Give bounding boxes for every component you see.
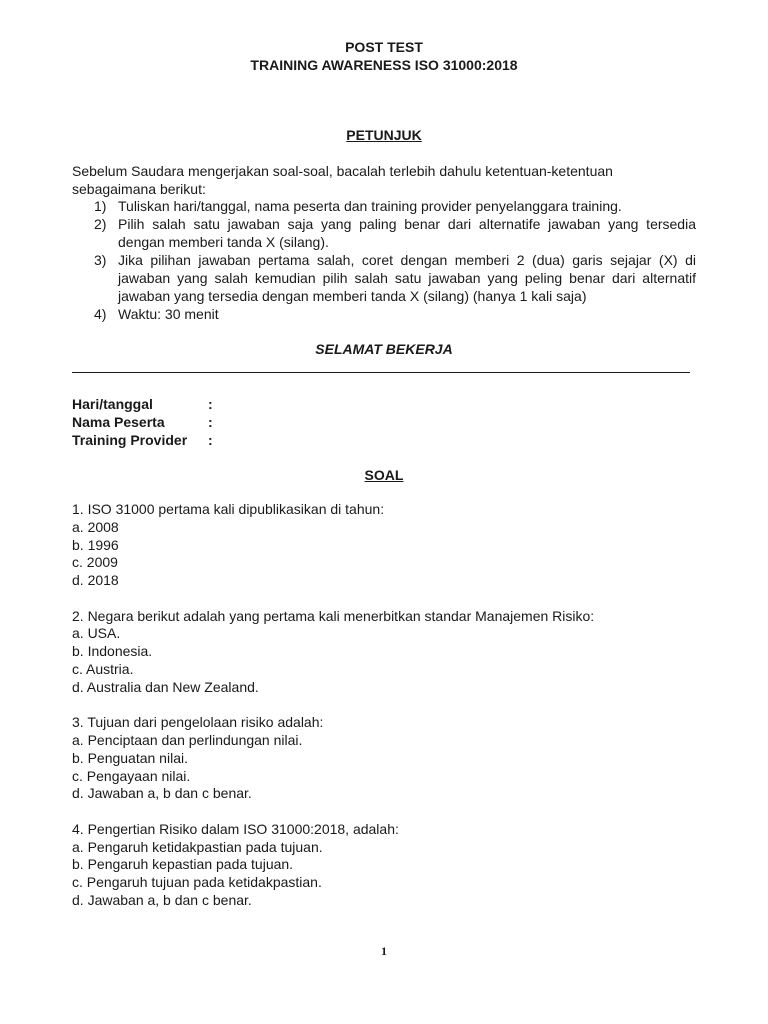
answer-option-c[interactable]: c. 2009 (72, 554, 118, 571)
field-label: Training Provider (72, 432, 188, 448)
question-text: 2. Negara berikut adalah yang pertama kali menerbitkan standar Manajemen Risiko: (72, 607, 595, 624)
instruction-number: 2) (94, 216, 107, 232)
question-1 (72, 501, 696, 590)
question-list (72, 501, 696, 927)
field-training-provider[interactable] (72, 431, 213, 449)
instruction-number: 1) (94, 198, 107, 214)
title-line-1: POST TEST (345, 39, 423, 55)
soal-heading: SOAL (364, 467, 404, 483)
selamat-bekerja: SELAMAT BEKERJA (315, 341, 453, 357)
field-hari-tanggal[interactable] (72, 395, 213, 413)
instruction-item (72, 305, 696, 323)
answer-option-c[interactable]: c. Pengayaan nilai. (72, 767, 191, 784)
field-colon: : (208, 432, 213, 448)
participant-fields (72, 395, 213, 449)
divider-line (72, 372, 690, 373)
title-line-2: TRAINING AWARENESS ISO 31000:2018 (250, 57, 518, 73)
question-text: 1. ISO 31000 pertama kali dipublikasikan di tahun: (72, 501, 385, 517)
answer-option-a[interactable]: a. Penciptaan dan perlindungan nilai. (72, 731, 303, 748)
question-text: 3. Tujuan dari pengelolaan risiko adalah: (72, 714, 324, 731)
instruction-text: Tuliskan hari/tanggal, nama peserta dan training provider penyelanggara training. (118, 198, 622, 214)
instruction-item (72, 251, 696, 305)
answer-option-a[interactable]: a. 2008 (72, 518, 119, 535)
answer-option-d[interactable]: d. Jawaban a, b dan c benar. (72, 891, 252, 908)
answer-option-a[interactable]: a. USA. (72, 625, 121, 642)
instruction-number: 3) (94, 252, 107, 268)
question-4 (72, 821, 696, 910)
petunjuk-heading: PETUNJUK (346, 127, 422, 143)
answer-option-d[interactable]: d. Jawaban a, b dan c benar. (72, 785, 252, 802)
answer-option-b[interactable]: b. Pengaruh kepastian pada tujuan. (72, 856, 294, 873)
instruction-number: 4) (94, 306, 107, 322)
question-3 (72, 714, 696, 803)
answer-option-a[interactable]: a. Pengaruh ketidakpastian pada tujuan. (72, 838, 323, 855)
answer-option-b[interactable]: b. Indonesia. (72, 643, 153, 660)
question-2 (72, 608, 696, 697)
field-colon: : (208, 396, 213, 412)
page-number: 1 (381, 944, 387, 958)
answer-option-d[interactable]: d. Australia dan New Zealand. (72, 678, 259, 695)
petunjuk-intro: Sebelum Saudara mengerjakan soal-soal, bacalah terlebih dahulu ketentuan-ketentuan sebagaimana berikut: (72, 163, 613, 197)
field-colon: : (208, 414, 213, 430)
instruction-text: Waktu: 30 menit (118, 306, 219, 322)
instruction-item (72, 197, 696, 215)
instruction-text: Pilih salah satu jawaban saja yang paling benar dari alternatife jawaban yang tersedia dengan memberi tanda X (silang). (118, 216, 696, 250)
document-title (0, 38, 768, 74)
field-label: Hari/tanggal (72, 396, 153, 412)
question-text: 4. Pengertian Risiko dalam ISO 31000:2018, adalah: (72, 820, 399, 837)
answer-option-c[interactable]: c. Pengaruh tujuan pada ketidakpastian. (72, 874, 322, 891)
answer-option-c[interactable]: c. Austria. (72, 660, 134, 677)
answer-option-b[interactable]: b. Penguatan nilai. (72, 749, 188, 766)
field-nama-peserta[interactable] (72, 413, 213, 431)
instruction-list (72, 197, 696, 323)
field-label: Nama Peserta (72, 414, 165, 430)
answer-option-d[interactable]: d. 2018 (72, 572, 119, 589)
answer-option-b[interactable]: b. 1996 (72, 536, 119, 553)
instruction-text: Jika pilihan jawaban pertama salah, coret dengan memberi 2 (dua) garis sejajar (X) di jawaban yang salah kemudian pilih salah satu jawaban yang peling benar dari alternatif jawaban yang tersedia dengan memberi tanda X (silang) (hanya 1 kali saja) (118, 252, 696, 304)
instruction-item (72, 215, 696, 251)
